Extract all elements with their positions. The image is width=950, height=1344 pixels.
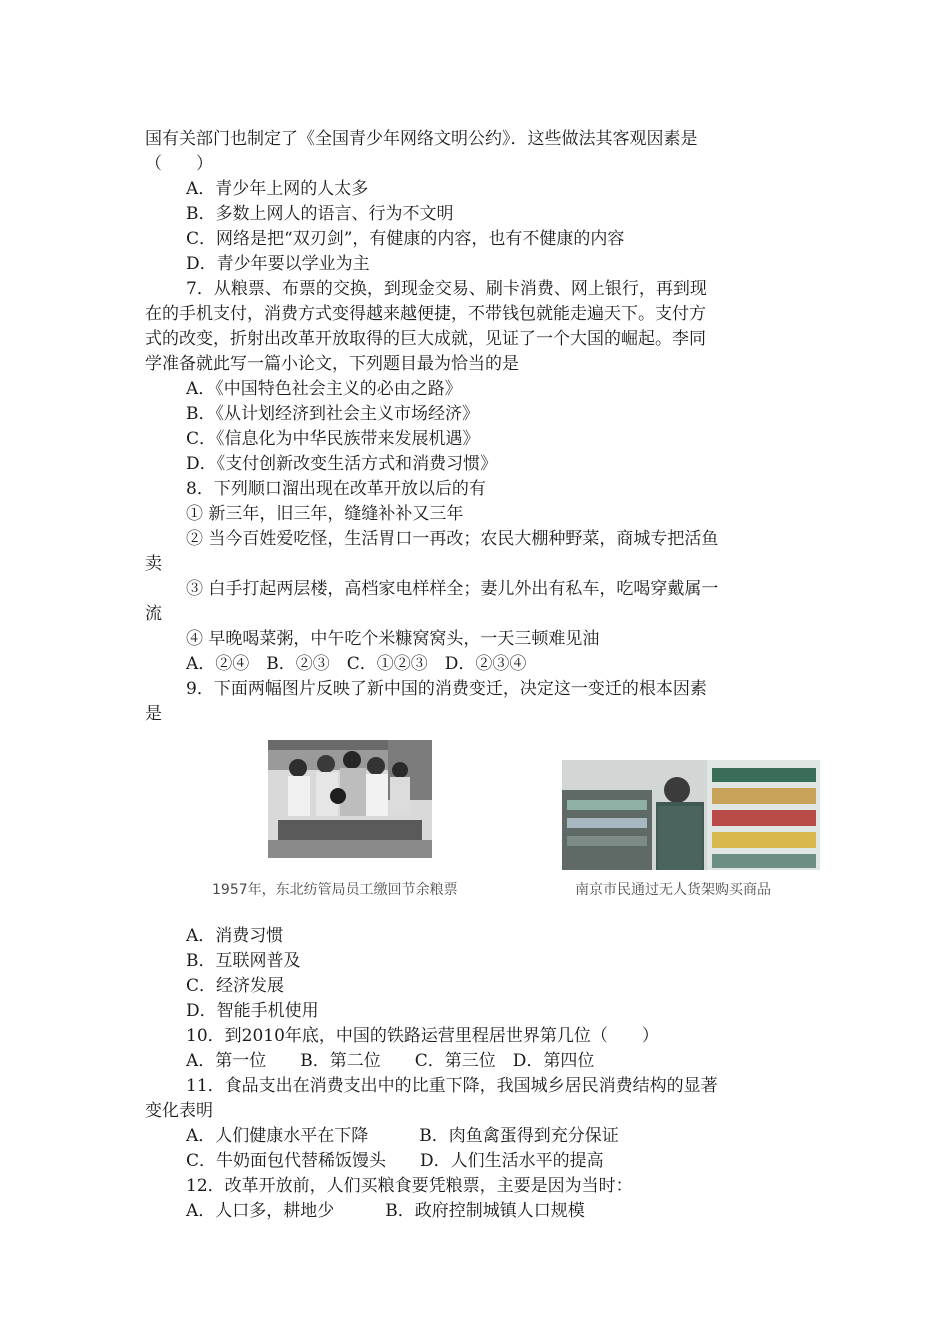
question-7: 7．从粮票、布票的交换，到现金交易、刷卡消费、网上银行，再到现	[186, 279, 707, 299]
option-line: C．牛奶面包代替稀饭馒头 D．人们生活水平的提高	[186, 1151, 604, 1171]
right-photo-caption: 南京市民通过无人货架购买商品	[575, 882, 771, 898]
option-line: A．《中国特色社会主义的必由之路》	[186, 379, 462, 399]
option-line: C．网络是把“双刃剑”，有健康的内容，也有不健康的内容	[186, 229, 625, 249]
option-line: D．智能手机使用	[186, 1001, 319, 1021]
text-line: ③ 白手打起两层楼，高档家电样样全；妻儿外出有私车，吃喝穿戴属一	[186, 579, 719, 599]
text-line: （ ）	[145, 154, 213, 174]
text-line: 在的手机支付，消费方式变得越来越便捷，不带钱包就能走遍天下。支付方	[145, 304, 706, 324]
option-line: C．《信息化为中华民族带来发展机遇》	[186, 429, 480, 449]
text-line: 学准备就此写一篇小论文，下列题目最为恰当的是	[145, 354, 519, 374]
question-8: 8．下列顺口溜出现在改革开放以后的有	[186, 479, 486, 499]
option-line: C．经济发展	[186, 976, 285, 996]
photo-1957-ration-coupons	[268, 740, 432, 858]
shelf-photo-illustration	[562, 760, 820, 870]
text-line: 卖	[145, 554, 162, 574]
option-line: A．人口多，耕地少 B．政府控制城镇人口规模	[186, 1201, 585, 1221]
question-9: 9．下面两幅图片反映了新中国的消费变迁，决定这一变迁的根本因素	[186, 679, 707, 699]
text-line: 是	[145, 704, 162, 724]
option-line: B．互联网普及	[186, 951, 301, 971]
grayscale-photo-illustration	[268, 740, 432, 858]
option-line: B．《从计划经济到社会主义市场经济》	[186, 404, 479, 424]
text-line: ① 新三年，旧三年，缝缝补补又三年	[186, 504, 464, 524]
question-10: 10．到2010年底，中国的铁路运营里程居世界第几位（ ）	[186, 1026, 659, 1046]
option-line: A．第一位 B．第二位 C．第三位 D．第四位	[186, 1051, 595, 1071]
option-line: D．青少年要以学业为主	[186, 254, 370, 274]
option-line: A．人们健康水平在下降 B．肉鱼禽蛋得到充分保证	[186, 1126, 619, 1146]
option-line: A．②④ B．②③ C．①②③ D．②③④	[186, 654, 527, 674]
option-line: A．青少年上网的人太多	[186, 179, 369, 199]
option-line: D．《支付创新改变生活方式和消费习惯》	[186, 454, 498, 474]
option-line: A．消费习惯	[186, 926, 284, 946]
text-line: 变化表明	[145, 1101, 213, 1121]
question-11: 11．食品支出在消费支出中的比重下降，我国城乡居民消费结构的显著	[186, 1076, 718, 1096]
photo-unmanned-shelf	[562, 760, 820, 870]
text-line: ② 当今百姓爱吃怪，生活胃口一再改；农民大棚种野菜，商城专把活鱼	[186, 529, 719, 549]
question-12: 12．改革开放前，人们买粮食要凭粮票，主要是因为当时：	[186, 1176, 633, 1196]
text-line: ④ 早晚喝菜粥，中午吃个米糠窝窝头，一天三顿难见油	[186, 629, 600, 649]
option-line: B．多数上网人的语言、行为不文明	[186, 204, 454, 224]
text-line: 国有关部门也制定了《全国青少年网络文明公约》．这些做法其客观因素是	[145, 129, 698, 149]
text-line: 流	[145, 604, 162, 624]
left-photo-caption: 1957年，东北纺管局员工缴回节余粮票	[212, 882, 458, 898]
text-line: 式的改变，折射出改革开放取得的巨大成就，见证了一个大国的崛起。李同	[145, 329, 706, 349]
